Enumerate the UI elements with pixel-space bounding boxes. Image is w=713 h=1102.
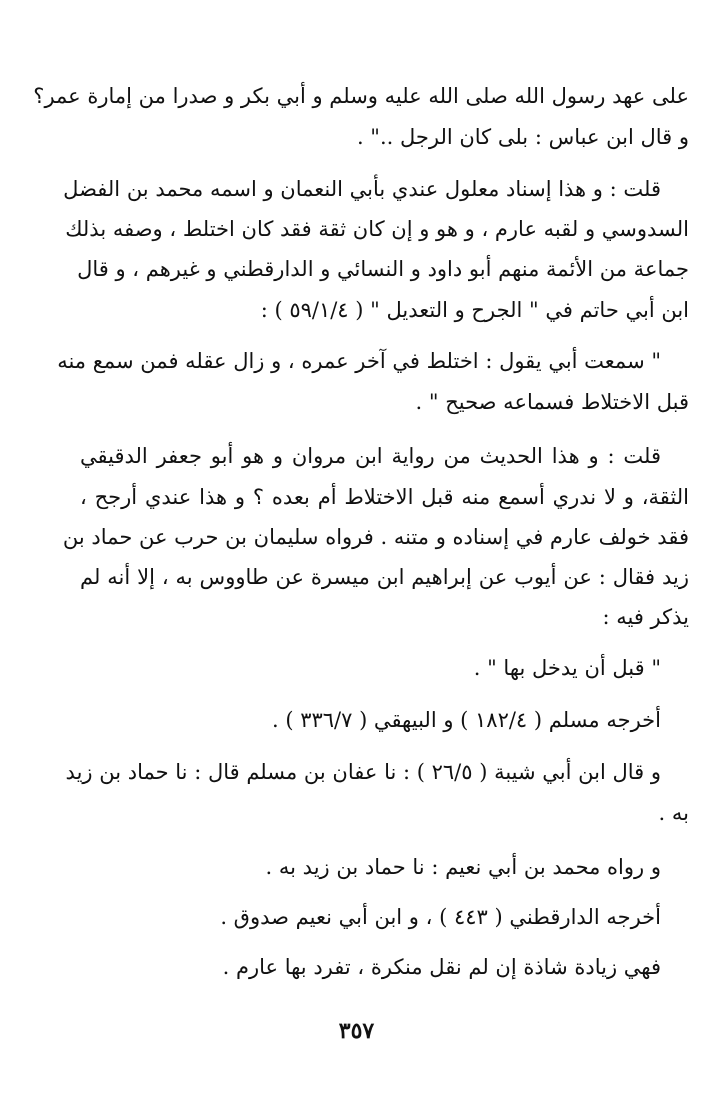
text-line: فهي زيادة شاذة إن لم نقل منكرة ، تفرد بها عارم . xyxy=(222,955,661,979)
page-number: ٣٥٧ xyxy=(338,1018,375,1044)
text-line: و قال ابن عباس : بلى كان الرجل .." . xyxy=(356,125,689,149)
text-line: يذكر فيه : xyxy=(602,605,689,629)
text-line: على عهد رسول الله صلى الله عليه وسلم و أبي بكر و صدرا من إمارة عمر؟ xyxy=(33,84,689,108)
text-line: به . xyxy=(658,801,689,825)
text-line: و قال ابن أبي شيبة ( ٢٦/٥ ) : نا عفان بن مسلم قال : نا حماد بن زيد xyxy=(65,760,661,784)
text-line: قلت : و هذا الحديث من رواية ابن مروان و هو أبو جعفر الدقيقي xyxy=(80,444,661,468)
text-line: جماعة من الأئمة منهم أبو داود و النسائي و الدارقطني و غيرهم ، و قال xyxy=(77,257,689,281)
text-line: السدوسي و لقبه عارم ، و هو و إن كان ثقة فقد كان اختلط ، وصفه بذلك xyxy=(65,217,689,241)
text-line: فقد خولف عارم في إسناده و متنه . فرواه سليمان بن حرب عن حماد بن xyxy=(62,525,689,549)
text-line: قلت : و هذا إسناد معلول عندي بأبي النعمان و اسمه محمد بن الفضل xyxy=(63,177,661,201)
text-line: و رواه محمد بن أبي نعيم : نا حماد بن زيد به . xyxy=(265,855,661,879)
text-line: أخرجه الدارقطني ( ٤٤٣ ) ، و ابن أبي نعيم صدوق . xyxy=(220,905,661,929)
text-line: ابن أبي حاتم في " الجرح و التعديل " ( ٥٩/١/٤ ) : xyxy=(260,298,689,322)
text-line: " قبل أن يدخل بها " . xyxy=(473,656,661,680)
text-line: قبل الاختلاط فسماعه صحيح " . xyxy=(415,390,689,414)
text-line: " سمعت أبي يقول : اختلط في آخر عمره ، و زال عقله فمن سمع منه xyxy=(57,349,661,373)
text-line: الثقة، و لا ندري أسمع منه قبل الاختلاط أم بعده ؟ و هذا عندي أرجح ، xyxy=(80,485,689,509)
text-line: أخرجه مسلم ( ١٨٢/٤ ) و البيهقي ( ٣٣٦/٧ ) . xyxy=(271,708,661,732)
text-line: زيد فقال : عن أيوب عن إبراهيم ابن ميسرة عن طاووس به ، إلا أنه لم xyxy=(80,565,689,589)
